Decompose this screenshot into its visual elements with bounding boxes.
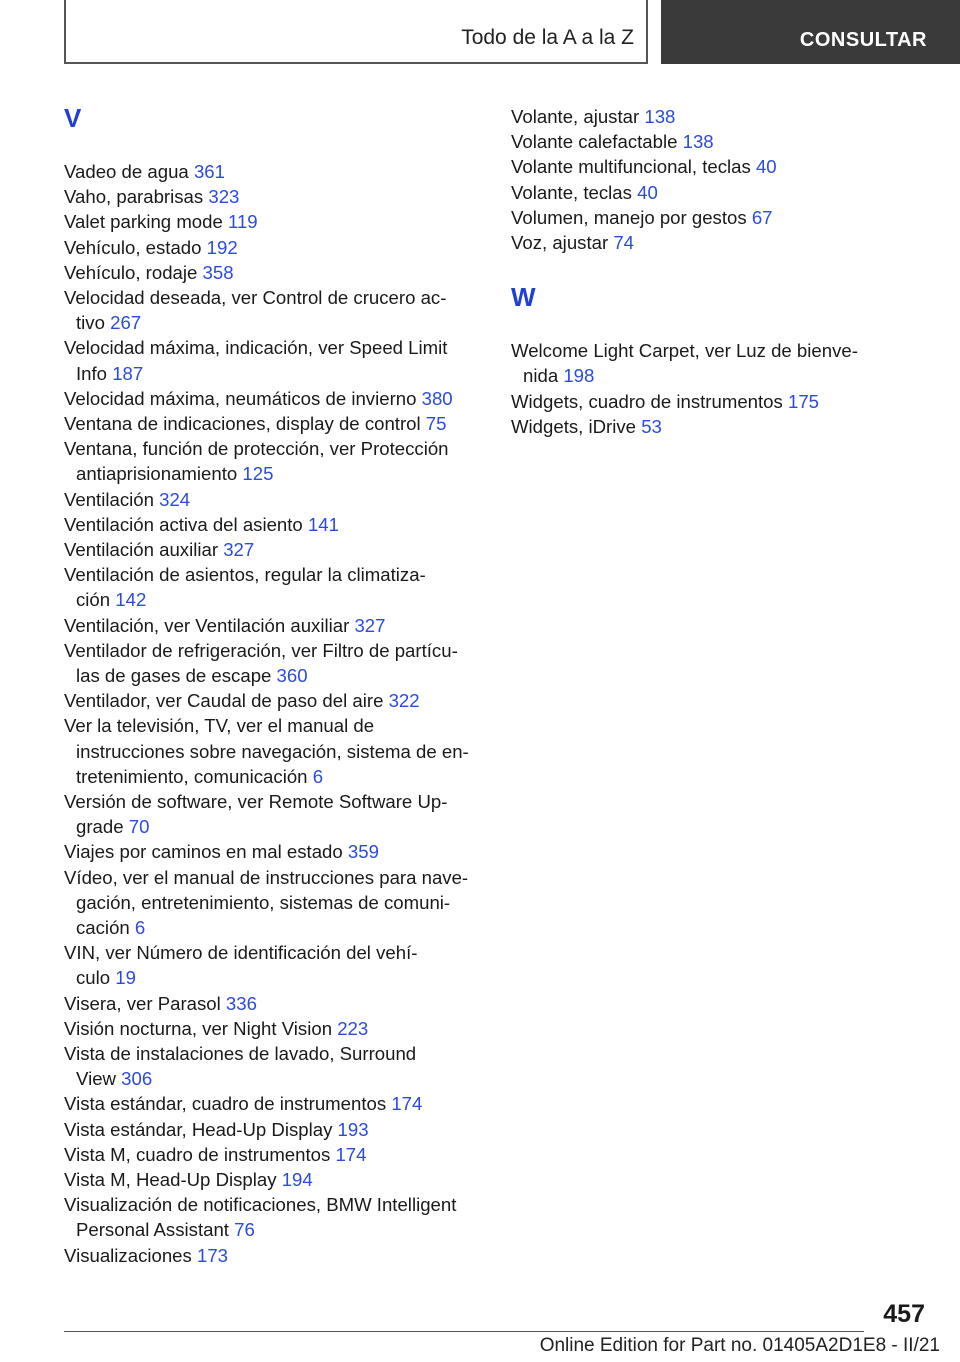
index-entry — [64, 386, 453, 411]
index-entry-text: Ventilación 324 — [64, 488, 191, 510]
page-reference-link[interactable]: 40 — [755, 156, 777, 178]
index-entry — [64, 562, 426, 612]
page-header — [0, 0, 960, 66]
index-entry — [64, 411, 446, 436]
index-entry-text: Valet parking mode 119 — [64, 211, 258, 233]
page-reference-link[interactable]: 125 — [242, 463, 274, 485]
page-reference-link[interactable]: 187 — [112, 362, 144, 384]
index-entry — [64, 991, 257, 1016]
page-reference-link[interactable]: 40 — [637, 181, 658, 203]
page-reference-link[interactable]: 76 — [234, 1219, 255, 1241]
index-entry-text: Voz, ajustar 74 — [511, 232, 635, 253]
index-entry-text: Vista M, cuadro de instrumentos 174 — [64, 1143, 367, 1165]
index-entry-text: nida 198 — [523, 365, 595, 387]
index-entry-text: tivo 267 — [76, 312, 142, 334]
index-letter-v: V — [64, 103, 82, 133]
index-entry-text: Vadeo de agua 361 — [64, 161, 225, 182]
page-reference-link[interactable]: 142 — [115, 589, 147, 611]
index-entry — [64, 613, 385, 638]
index-entry — [64, 638, 458, 688]
index-entry — [511, 338, 858, 388]
header-section-tab — [64, 0, 648, 64]
index-entry-text: Ventilación, ver Ventilación auxiliar 327 — [64, 614, 386, 636]
index-entry-text: Volante, ajustar 138 — [511, 106, 676, 127]
index-entry — [64, 285, 446, 335]
index-entry-text: Ventilación auxiliar 327 — [64, 539, 255, 560]
index-entry — [511, 104, 675, 129]
index-entry-text: Info 187 — [76, 362, 144, 384]
index-entry — [64, 235, 238, 260]
index-entry — [64, 1192, 456, 1242]
page-reference-link[interactable]: 74 — [613, 232, 635, 253]
index-entry-text: Widgets, iDrive 53 — [511, 415, 662, 437]
index-entry-text: Vehículo, estado 192 — [64, 236, 238, 258]
index-entry — [64, 1142, 367, 1167]
index-entry — [64, 159, 225, 184]
index-entry-text: Volante calefactable 138 — [511, 131, 714, 153]
index-entry-text: instrucciones sobre navegación, sistema de en- — [76, 740, 469, 762]
index-letter-w: W — [511, 282, 536, 313]
index-entry-text: cación 6 — [76, 917, 146, 938]
index-entry-text: Ventilador de refrigeración, ver Filtro de partícu- — [64, 639, 458, 661]
page-reference-link[interactable]: 359 — [347, 841, 379, 863]
index-entry — [64, 789, 447, 839]
index-entry-text: Vaho, parabrisas 323 — [64, 186, 240, 208]
index-entry-text: Personal Assistant 76 — [76, 1219, 255, 1241]
page-number: 457 — [883, 1300, 925, 1328]
index-entry-text: antiaprisionamiento 125 — [76, 463, 274, 485]
page-reference-link[interactable]: 175 — [787, 390, 820, 412]
page-reference-link[interactable]: 223 — [337, 1017, 369, 1039]
index-entry-text: Visera, ver Parasol 336 — [64, 992, 257, 1014]
page-reference-link[interactable]: 380 — [421, 387, 453, 409]
index-entry — [64, 1167, 313, 1192]
page-reference-link[interactable]: 119 — [228, 211, 258, 233]
page-reference-link[interactable]: 327 — [354, 614, 386, 636]
index-entry — [64, 537, 254, 562]
index-entry — [64, 839, 379, 864]
page-reference-link[interactable]: 6 — [134, 917, 146, 938]
page-reference-link[interactable]: 141 — [307, 513, 339, 535]
index-entry-text: Volante, teclas 40 — [511, 181, 658, 203]
index-entry — [64, 713, 469, 789]
page-reference-link[interactable]: 358 — [202, 261, 234, 283]
index-entry-text: Vista estándar, Head-Up Display 193 — [64, 1118, 369, 1140]
index-entry — [511, 129, 714, 154]
index-entry-text: Widgets, cuadro de instrumentos 175 — [511, 390, 820, 412]
header-chapter-tab — [661, 0, 960, 64]
index-entry — [511, 414, 662, 439]
index-entry — [511, 205, 773, 230]
page-reference-link[interactable]: 174 — [391, 1093, 423, 1115]
index-entry-text: Ventilación activa del asiento 141 — [64, 513, 339, 535]
page-reference-link[interactable]: 324 — [159, 488, 191, 510]
page-reference-link[interactable]: 336 — [225, 992, 257, 1014]
index-entry — [64, 209, 258, 234]
footer-edition: Online Edition for Part no. 01405A2D1E8 - II/21 — [539, 1335, 940, 1356]
page-reference-link[interactable]: 138 — [644, 106, 676, 127]
index-entry — [64, 260, 234, 285]
index-entry — [511, 180, 658, 205]
page-reference-link[interactable]: 323 — [208, 186, 240, 208]
index-entry-text: Visualización de notificaciones, BMW Intelligent — [64, 1194, 457, 1216]
index-entry-text: Versión de software, ver Remote Software Up- — [64, 791, 448, 812]
page-reference-link[interactable]: 198 — [563, 365, 595, 387]
page-reference-link[interactable]: 360 — [276, 665, 308, 686]
index-entry-text: tretenimiento, comunicación 6 — [76, 765, 324, 787]
index-entry-text: culo 19 — [76, 967, 136, 989]
index-entry-text: Viajes por caminos en mal estado 359 — [64, 841, 379, 863]
index-entry-text: las de gases de escape 360 — [76, 665, 308, 686]
index-entry — [64, 335, 447, 385]
chapter-title: CONSULTAR — [799, 29, 927, 51]
page-reference-link[interactable]: 193 — [337, 1118, 369, 1140]
index-entry — [64, 487, 190, 512]
index-entry-text: Vista de instalaciones de lavado, Surround — [64, 1043, 417, 1064]
page-reference-link[interactable]: 174 — [335, 1143, 367, 1165]
index-entry — [64, 1041, 416, 1091]
index-entry-text: Welcome Light Carpet, ver Luz de bienve- — [511, 340, 858, 362]
page-reference-link[interactable]: 70 — [128, 816, 150, 838]
index-entry-text: Vista M, Head-Up Display 194 — [64, 1169, 313, 1190]
index-entry-text: Velocidad máxima, indicación, ver Speed Limit — [64, 337, 448, 359]
index-entry-text: Vista estándar, cuadro de instrumentos 174 — [64, 1093, 423, 1115]
index-entry — [64, 940, 417, 990]
page-reference-link[interactable]: 67 — [751, 206, 773, 228]
page-reference-link[interactable]: 53 — [641, 415, 662, 437]
section-title: Todo de la A a la Z — [461, 26, 634, 49]
page-reference-link[interactable]: 173 — [197, 1244, 229, 1266]
index-entry-text: Velocidad máxima, neumáticos de invierno 380 — [64, 387, 453, 409]
page-reference-link[interactable]: 322 — [388, 690, 420, 712]
index-entry-text: Vehículo, rodaje 358 — [64, 261, 234, 283]
index-entry-text: gación, entretenimiento, sistemas de comuni- — [76, 891, 451, 913]
index-entry-text: Ventilación de asientos, regular la climatiza- — [64, 564, 426, 586]
page-reference-link[interactable]: 19 — [115, 967, 136, 989]
index-entry-text: Vídeo, ver el manual de instrucciones para nave- — [64, 866, 469, 888]
index-entry — [64, 1243, 228, 1268]
footer-divider — [64, 1331, 864, 1332]
index-entry-text: grade 70 — [76, 816, 150, 838]
index-entry-text: VIN, ver Número de identificación del vehí- — [64, 942, 418, 964]
index-entry-text: View 306 — [76, 1068, 153, 1090]
index-entry-text: Volumen, manejo por gestos 67 — [511, 206, 773, 228]
index-entry — [64, 1117, 369, 1142]
index-entry-text: Ventana, función de protección, ver Protección — [64, 438, 449, 460]
index-entry — [64, 512, 339, 537]
index-entry-text: Ventilador, ver Caudal de paso del aire 322 — [64, 690, 420, 712]
index-entry-text: Ver la televisión, TV, ver el manual de — [64, 715, 375, 737]
index-entry — [64, 184, 239, 209]
page-reference-link[interactable]: 75 — [425, 413, 447, 434]
index-entry-text: ción 142 — [76, 589, 147, 611]
index-entry — [64, 865, 468, 941]
page-reference-link[interactable]: 138 — [682, 131, 714, 153]
index-entry — [64, 1091, 422, 1116]
index-entry-text: Ventana de indicaciones, display de control 75 — [64, 413, 447, 434]
page-reference-link[interactable]: 194 — [281, 1169, 313, 1190]
index-entry — [511, 389, 819, 414]
page-reference-link[interactable]: 192 — [206, 236, 238, 258]
page-reference-link[interactable]: 267 — [110, 312, 142, 334]
index-entry-text: Volante multifuncional, teclas 40 — [511, 156, 777, 178]
index-entry-text: Visualizaciones 173 — [64, 1244, 229, 1266]
page-reference-link[interactable]: 6 — [312, 765, 324, 787]
index-entry-text: Velocidad deseada, ver Control de crucero ac- — [64, 287, 447, 308]
index-entry — [64, 1016, 368, 1041]
index-entry — [511, 230, 634, 255]
index-entry — [64, 688, 420, 713]
page-reference-link[interactable]: 306 — [121, 1068, 153, 1090]
index-entry — [64, 436, 449, 486]
index-entry-text: Visión nocturna, ver Night Vision 223 — [64, 1017, 369, 1039]
page-reference-link[interactable]: 327 — [223, 539, 255, 560]
index-entry — [511, 154, 777, 179]
page-reference-link[interactable]: 361 — [193, 161, 225, 182]
